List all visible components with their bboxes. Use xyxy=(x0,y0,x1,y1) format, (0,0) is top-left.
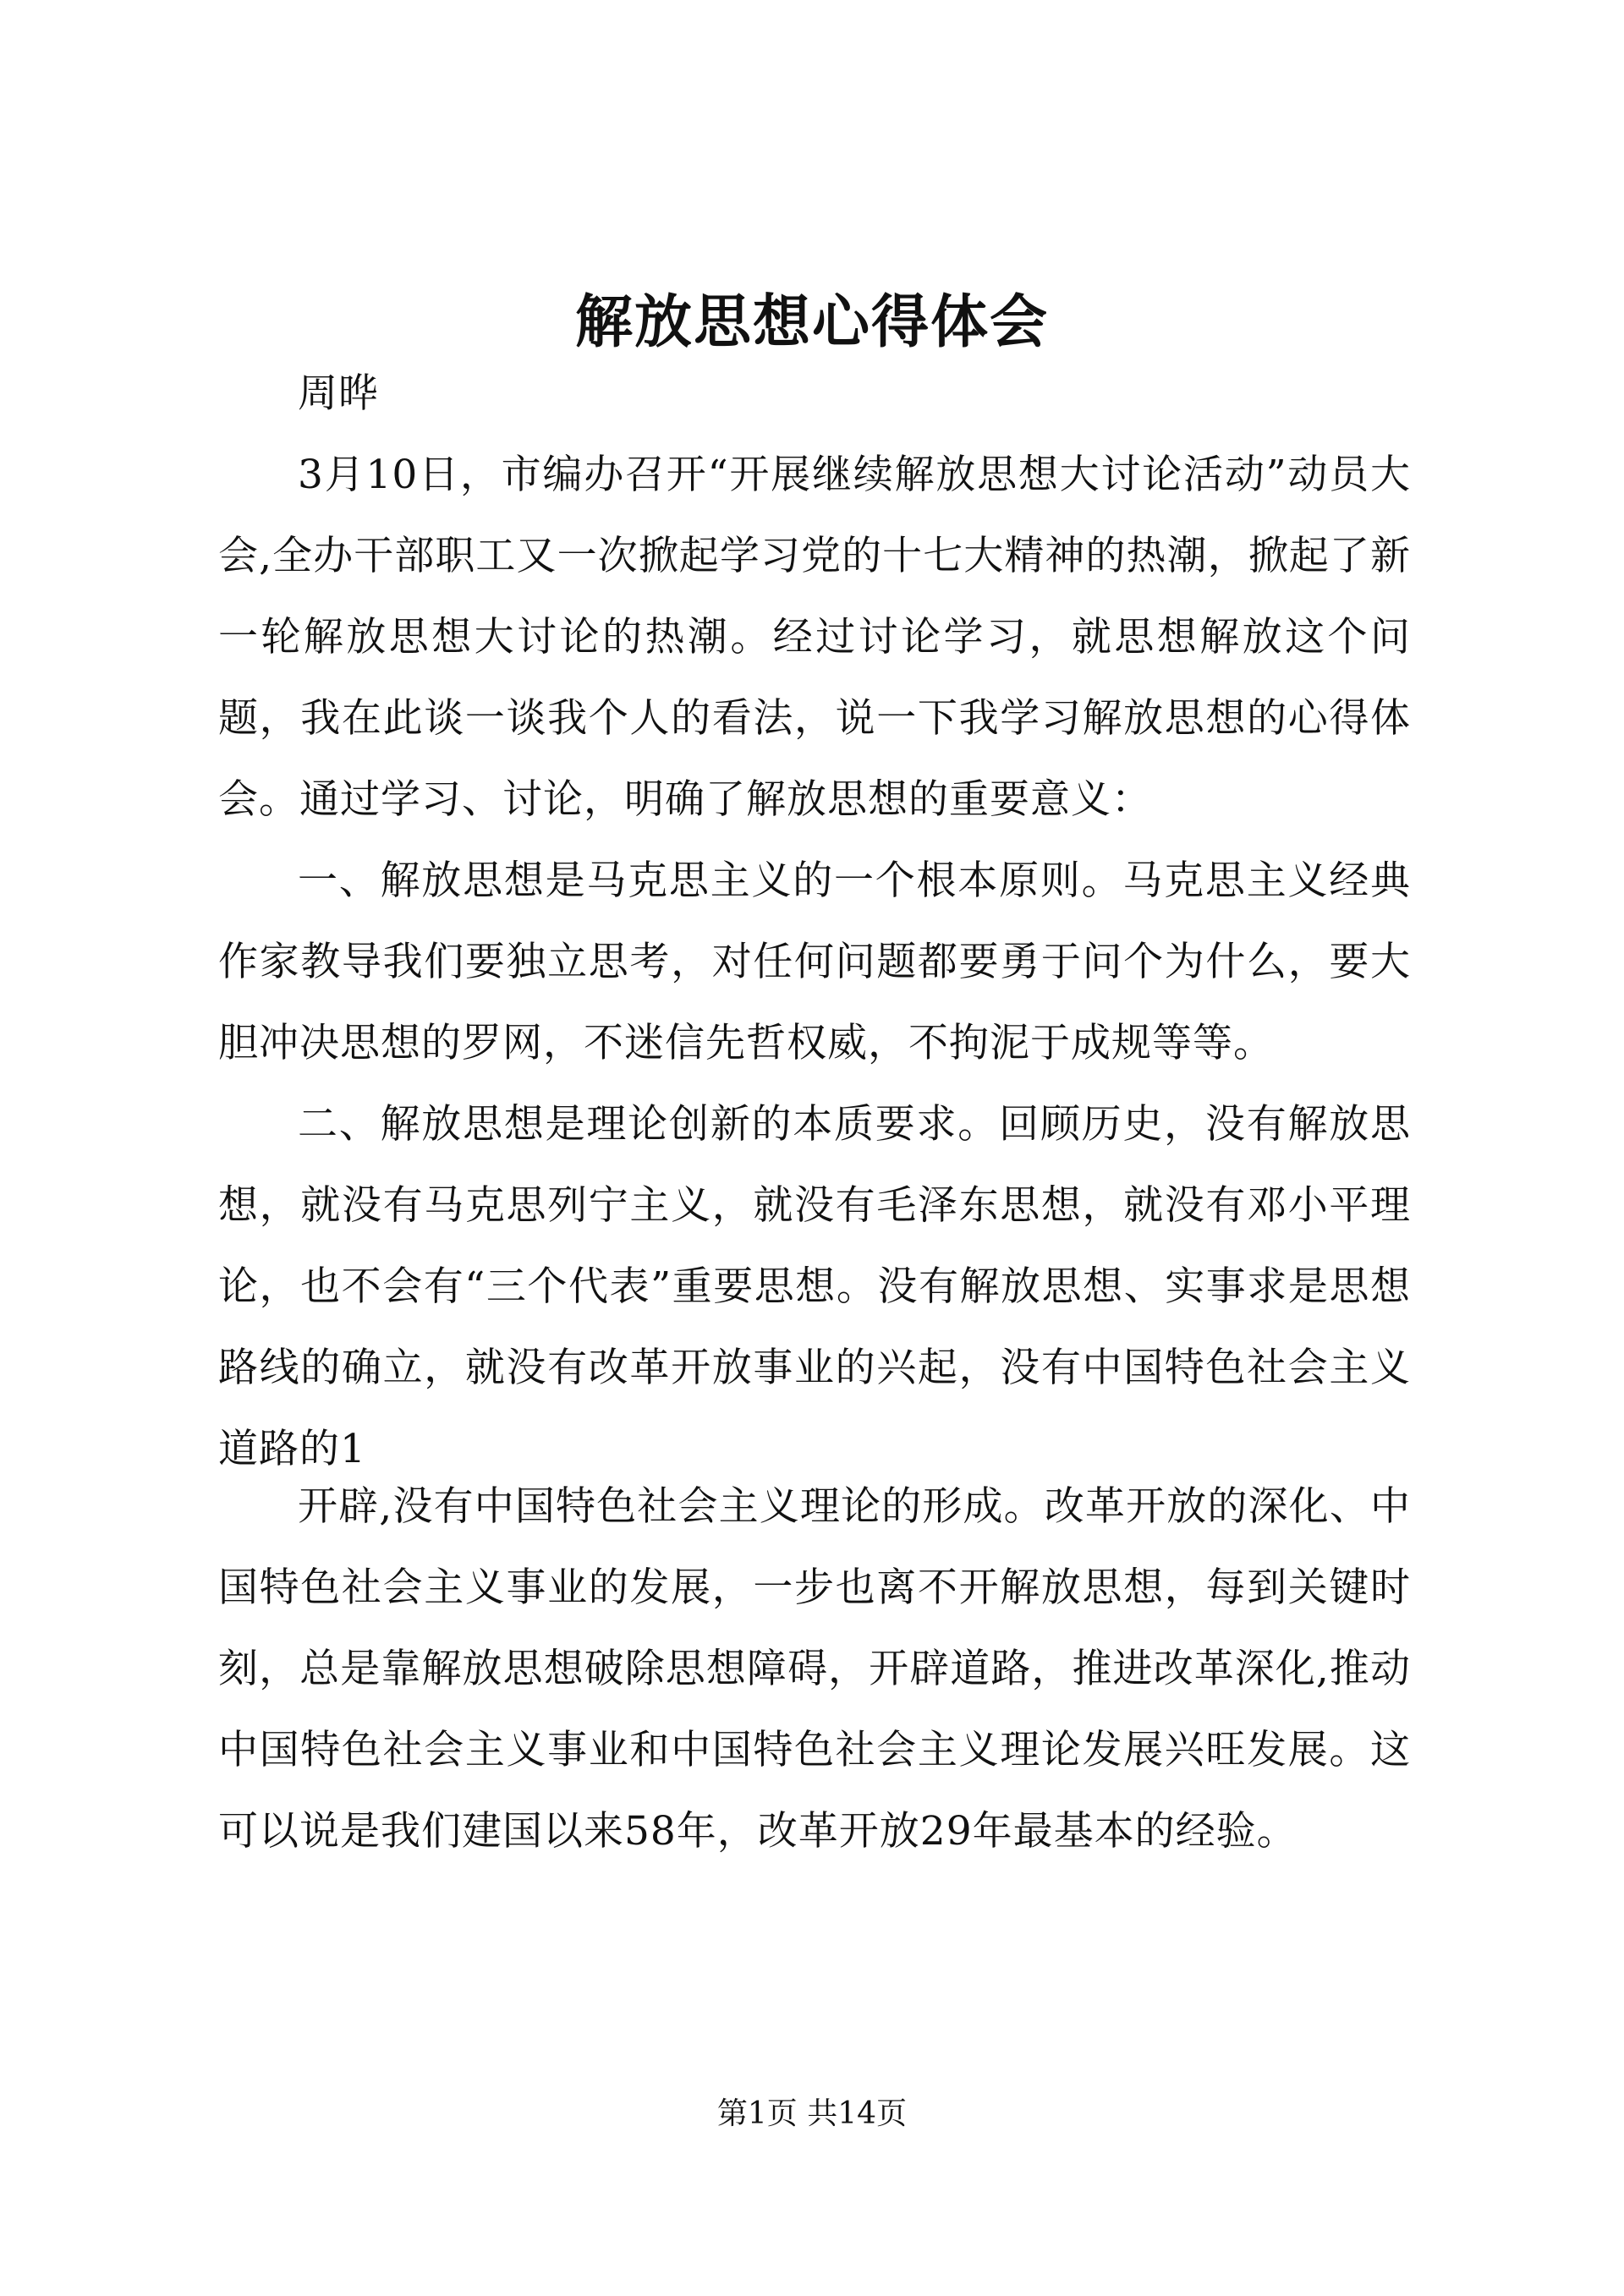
document-body-upper xyxy=(218,353,1411,1490)
page-number-footer: 第1页 共14页 xyxy=(716,2096,908,2131)
paragraph-point-one: 一、解放思想是马克思主义的一个根本原则。马克思主义经典作家教导我们要独立思考，对任何问题都要勇于问个为什么，要大胆冲决思想的罗网，不迷信先哲权威，不拘泥于成规等等。 xyxy=(218,858,1411,1066)
paragraph-intro: 3月10日，市编办召开“开展继续解放思想大讨论活动”动员大会,全办干部职工又一次掀起学习党的十七大精神的热潮，掀起了新一轮解放思想大讨论的热潮。经过讨论学习，就思想解放这个问题，我在此谈一谈我个人的看法，说一下我学习解放思想的心得体会。通过学习、讨论，明确了解放思想的重要意义： xyxy=(218,452,1411,823)
paragraph-continuation: 开辟,没有中国特色社会主义理论的形成。改革开放的深化、中国特色社会主义事业的发展，一步也离不开解放思想，每到关键时刻，总是靠解放思想破除思想障碍，开辟道路，推进改革深化,推动中国特色社会主义事业和中国特色社会主义理论发展兴旺发展。这可以说是我们建国以来58年，改革开放29年最基本的经验。 xyxy=(218,1483,1411,1855)
author-name: 周晔 xyxy=(298,370,379,417)
paragraph-point-two: 二、解放思想是理论创新的本质要求。回顾历史，没有解放思想，就没有马克思列宁主义，就没有毛泽东思想，就没有邓小平理论，也不会有“三个代表”重要思想。没有解放思想、实事求是思想路线的确立，就没有改革开放事业的兴起，没有中国特色社会主义道路的1 xyxy=(218,1101,1411,1472)
document-title: 解放思想心得体会 xyxy=(574,288,1049,356)
document-body-lower xyxy=(218,1466,1411,1872)
